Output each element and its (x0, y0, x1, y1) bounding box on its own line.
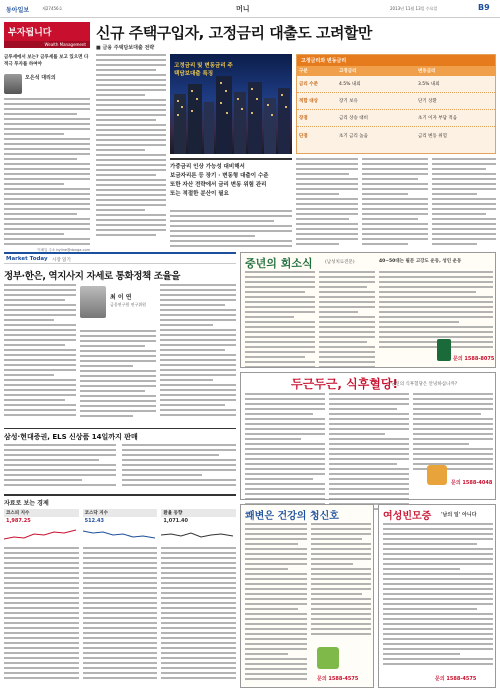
rates-table-title: 코스닥 지수 (83, 509, 158, 517)
ad-right-headline: 40~50대는 필문 고강도 운동, 성인 운동 (379, 259, 462, 264)
paper-name: 동아일보 (6, 7, 30, 14)
table-row (297, 76, 495, 93)
table-row (297, 110, 495, 127)
ad-body-1 (383, 523, 493, 667)
avatar (4, 74, 22, 94)
ad-body-3 (379, 271, 493, 343)
product-image (437, 339, 451, 361)
column-subtitle: Wealth Management (4, 41, 90, 48)
product-image (427, 465, 447, 485)
briefs-col-1 (4, 444, 116, 488)
market-col-2 (80, 330, 156, 422)
header-cell: 고정금리 (339, 69, 357, 74)
ad-title: 여성빈모증 (383, 511, 432, 522)
issue-date: 2013년 11월 13일 수요일 (390, 6, 438, 11)
rates-table-fx (161, 509, 236, 679)
rate-table-header (297, 66, 495, 76)
table-cell: 금리 변동 위험 (418, 133, 447, 139)
ad-tag: 당신의 식후혈당은 안녕하십니까? (391, 382, 458, 387)
page-number: B9 (478, 3, 490, 12)
rates-title: 자료로 보는 경제 (4, 500, 49, 507)
main-headline: 신규 주택구입자, 고정금리 대출도 고려할만 (96, 24, 372, 42)
article-col-5 (432, 158, 496, 246)
product-image (317, 647, 339, 669)
ad-title: 중년의 회소식 (245, 257, 313, 270)
pull-quote (170, 158, 292, 206)
ad-body-2 (311, 523, 371, 643)
rate-table-title: 고정금리와 변동금리 (297, 55, 495, 66)
header-cell: 변동금리 (418, 69, 436, 74)
kospi-sparkline (4, 525, 76, 545)
table-cell: 금리 상승 대비 (339, 116, 368, 121)
kosdaq-sparkline (83, 525, 155, 545)
sub-headline: ■ 금융 주택담보대출 전략 (96, 45, 155, 51)
avatar (80, 286, 106, 318)
header-cell: 구분 (299, 69, 308, 74)
table-cell: 초기 이자 부담 적음 (418, 116, 458, 121)
ad-hair-loss (378, 504, 496, 688)
rates-table-title: 코스피 지수 (4, 509, 79, 517)
ad-body-1 (245, 271, 315, 361)
rates-value: 512.43 (84, 518, 104, 524)
pull-quote-line: 가중금리 인상 가능성 대비해서 (170, 164, 245, 170)
ad-body-3 (413, 393, 493, 465)
table-row (297, 127, 495, 144)
rates-table-title: 환율 동향 (161, 509, 236, 517)
author-title: 금융연구원 연구위원 (110, 302, 147, 307)
pull-quote-line: 또는 적절한 분산이 필요 (170, 191, 229, 197)
ad-title: 두근두근, 식후혈당! (291, 377, 398, 391)
ad-title: 쾌변은 건강의 청신호 (245, 511, 339, 522)
article-col-1 (96, 54, 166, 244)
ad-middle-age (240, 252, 496, 368)
column-intro: 금투세에서 보는? 금투세를 보고 있으면 다 적극 투자를 하여야 (4, 55, 89, 67)
ad-phone: 문의 1588-4048 (451, 480, 493, 486)
briefs-col-2 (122, 444, 236, 488)
ad-body-2 (319, 271, 375, 361)
author-name: 최 이 연 (110, 294, 132, 301)
pull-quote-line: 또한 자산 전략에서 금리 변동 위험 관리 (170, 182, 267, 188)
column-byline: 오은석 대리의 (25, 75, 56, 81)
market-today-bar (4, 252, 236, 264)
article-col-2 (170, 210, 292, 246)
article-col-3 (296, 158, 358, 246)
table-cell: 적합 대상 (299, 99, 318, 104)
ad-tag: '남의 일' 아니다 (441, 512, 477, 518)
issue-number: 제27456호 (42, 6, 63, 11)
rates-value: 1,987.25 (6, 518, 31, 524)
column-title-box (4, 22, 90, 41)
table-cell: 단기 상환 (418, 99, 437, 104)
pull-quote-line: 보금자리론 등 장기 · 변동형 대출이 수준 (170, 173, 269, 179)
ad-phone: 문의 1588-8075 (453, 356, 495, 362)
rates-table-kospi (4, 509, 79, 679)
author-box (80, 286, 156, 326)
rates-value: 1,071.40 (163, 518, 189, 524)
table-cell: 장점 (299, 116, 308, 121)
table-cell: 장기 보유 (339, 99, 358, 104)
wealth-column (4, 22, 90, 252)
briefs-headline: 삼성·현대증권, ELS 신상품 14일까지 판매 (4, 428, 236, 442)
table-cell: 단점 (299, 133, 308, 139)
market-col-1 (4, 284, 76, 422)
market-today-label: Market Today (6, 256, 48, 262)
column-body (4, 98, 90, 245)
market-today-tag: 시장 읽기 (52, 258, 71, 263)
market-col-3 (160, 284, 236, 422)
ad-bowel (240, 504, 374, 688)
ad-phone: 문의 1588-4575 (435, 676, 477, 682)
column-title: 부자됩니다 (8, 28, 52, 38)
ad-tag: (남성치료전문) (325, 260, 355, 265)
section-name: 머니 (236, 5, 250, 13)
table-row (297, 93, 495, 110)
rates-table-kosdaq (83, 509, 158, 679)
table-cell: 4.5% 내외 (339, 82, 361, 87)
ad-blood-sugar (240, 372, 496, 500)
masthead (0, 0, 500, 18)
table-cell: 금리 수준 (299, 82, 318, 87)
photo-caption: 고정금리 및 변동금리 주택담보대출 특징 (174, 63, 233, 77)
rate-table (296, 54, 496, 154)
fx-sparkline (161, 525, 233, 545)
rates-section (4, 494, 236, 688)
article-col-4 (362, 158, 428, 246)
ad-body-2 (329, 393, 409, 493)
ad-phone: 문의 1588-4575 (317, 676, 359, 682)
market-headline: 정부·한은, 역지사지 자세로 통화정책 조율을 (4, 271, 181, 282)
table-cell: 초기 금리 높음 (339, 133, 368, 139)
ad-body-1 (245, 523, 307, 683)
city-night-photo (170, 54, 292, 154)
column-credits: 이메일 주소 byline@donga.com (37, 248, 90, 252)
table-cell: 3.5% 내외 (418, 82, 440, 87)
ad-body-1 (245, 393, 325, 493)
